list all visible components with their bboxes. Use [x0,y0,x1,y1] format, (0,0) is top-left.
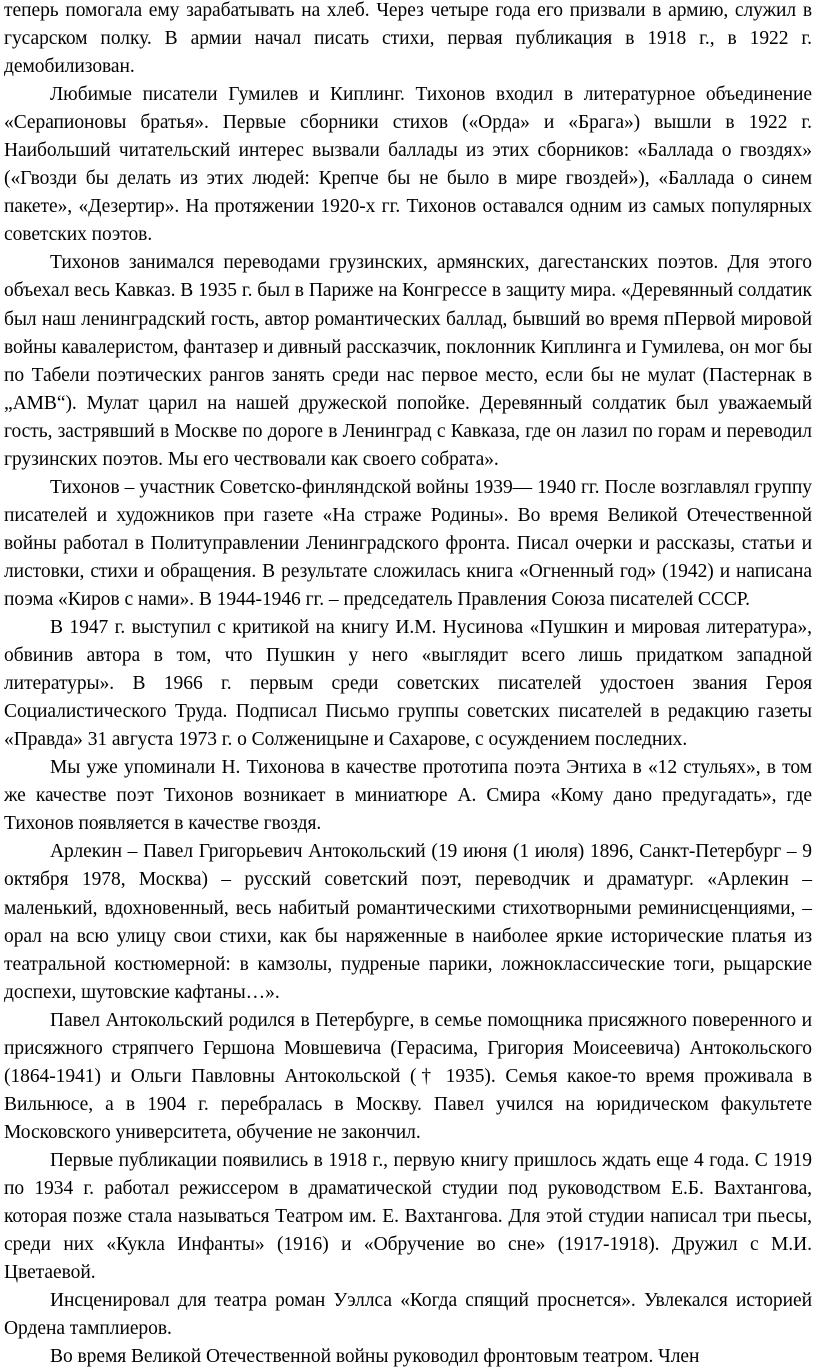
paragraph-2: Любимые писатели Гумилев и Киплинг. Тихонов входил в литературное объединение «Серапионовы братья». Первые сборники стихов («Орда» и «Брага») вышли в 1922 г. Наибольший читательский интерес вызвали баллады из этих сборников: «Баллада о гвоздях» («Гвозди бы делать из этих людей: Крепче бы не было в мире гвоздей»), «Баллада о синем пакете», «Дезертир». На протяжении 1920-х гг. Тихонов оставался одним из самых популярных советских поэтов. [4,84,812,246]
paragraph-9: Первые публикации появились в 1918 г., первую книгу пришлось ждать еще 4 года. С 1919 по 1934 г. работал режиссером в драматической студии под руководством Е.Б. Вахтангова, которая позже стала называться Театром им. Е. Вахтангова. Для этой студии написал три пьесы, среди них «Кукла Инфанты» (1916) и «Обручение во сне» (1917-1918). Дружил с М.И. Цветаевой. [4,1149,812,1284]
paragraph-4: Тихонов – участник Советско-финляндской войны 1939— 1940 гг. После возглавлял группу писателей и художников при газете «На страже Родины». Во время Великой Отечественной войны работал в Политуправлении Ленинградского фронта. Писал очерки и рассказы, статьи и листовки, стихи и обращения. В результате сложилась книга «Огненный год» (1942) и написана поэма «Киров с нами». В 1944-1946 гг. – председатель Правления Союза писателей СССР. [4,476,812,610]
paragraph-11: Во время Великой Отечественной войны руководил фронтовым театром. Член [50,1346,700,1368]
paragraph-10: Инсценировал для театра роман Уэллса «Когда спящий проснется». Увлекался историей Ордена тамплиеров. [4,1290,812,1340]
paragraph-8: Павел Антокольский родился в Петербурге, в семье помощника присяжного поверенного и присяжного стряпчего Гершона Мовшевича (Герасима, Григория Моисеевича) Антокольского (1864-1941) и Ольги Павловны Антокольской († 1935). Семья какое-то время проживала в Вильнюсе, а в 1904 г. перебралась в Москву. Павел учился на юридическом факультете Московского университета, обучение не закончил. [4,1009,812,1143]
paragraph-5: В 1947 г. выступил с критикой на книгу И.М. Нусинова «Пушкин и мировая литература», обвинив автора в том, что Пушкин у него «выглядит всего лишь придатком западной литературы». В 1966 г. первым среди советских писателей удостоен звания Героя Социалистического Труда. Подписал Письмо группы советских писателей в редакцию газеты «Правда» 31 августа 1973 г. о Солженицыне и Сахарове, с осуждением последних. [4,617,812,751]
paragraph-7: Арлекин – Павел Григорьевич Антокольский (19 июня (1 июля) 1896, Санкт-Петербург – 9 октября 1978, Москва) – русский советский поэт, переводчик и драматург. «Арлекин – маленький, вдохновенный, весь набитый романтическими стихотворными реминисценциями, – орал на всю улицу свои стихи, как бы наряженные в наиболее яркие исторические платья из театральной костюмерной: в камзолы, пудреные парики, ложноклассические тоги, рыцарские доспехи, шутовские кафтаны…». [4,841,812,1003]
paragraph-3: Тихонов занимался переводами грузинских, армянских, дагестанских поэтов. Для этого объехал весь Кавказ. В 1935 г. был в Париже на Конгрессе в защиту мира. «Деревянный солдатик был наш ленинградский гость, автор романтических баллад, бывший во время пПервой мировой войны кавалеристом, фантазер и дивный рассказчик, поклонник Киплинга и Гумилева, он мог бы по Табели поэтических рангов занять среди нас первое место, если бы не мулат (Пастернак в „АМВ“). Мулат царил на нашей дружеской попойке. Деревянный солдатик был уважаемый гость, застрявший в Москве по дороге в Ленинград с Кавказа, где он лазил по горам и переводил грузинских поэтов. Мы его чествовали как своего собрата». [4,252,812,470]
paragraph-6: Мы уже упоминали Н. Тихонова в качестве прототипа поэта Энтиха в «12 стульях», в том же качестве поэт Тихонов возникает в миниатюре А. Смира «Кому дано предугадать», где Тихонов появляется в качестве гвоздя. [4,757,812,835]
paragraph-1: теперь помогала ему зарабатывать на хлеб. Через четыре года его призвали в армию, служил в гусарском полку. В армии начал писать стихи, первая публикация в 1918 г., в 1922 г. демобилизован. [4,0,812,78]
